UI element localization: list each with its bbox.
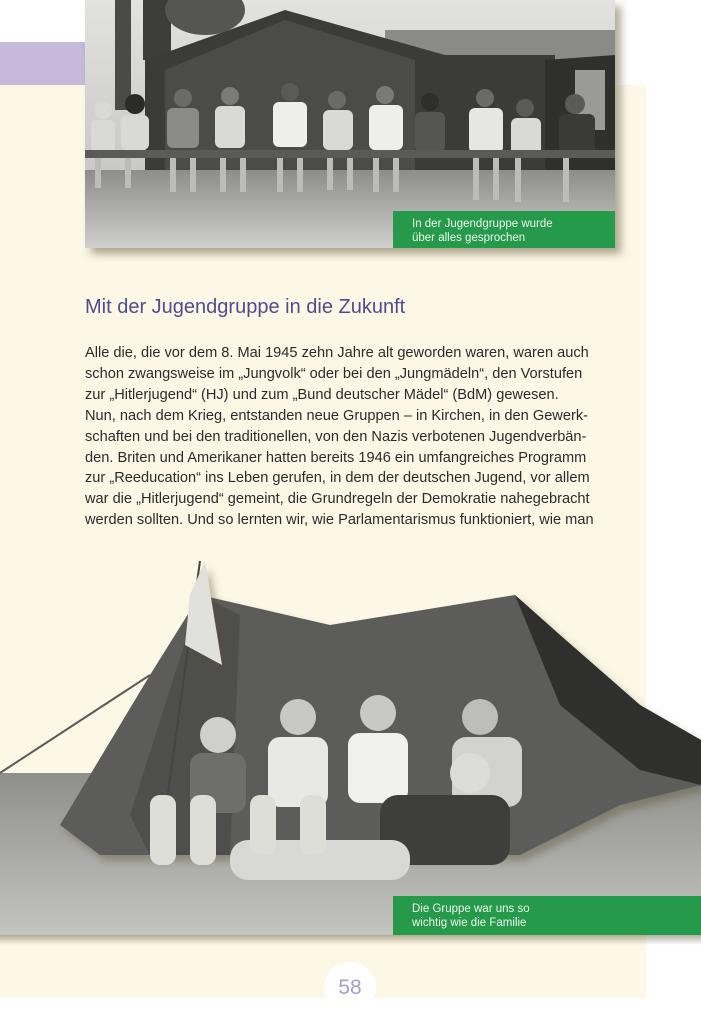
photo-youth-group-meeting <box>85 0 615 248</box>
article-line: werden sollten. Und so lernten wir, wie Parlamentarismus funktioniert, wie man <box>85 512 594 529</box>
photo-caption-bottom-line-1: Die Gruppe war uns so <box>412 903 530 915</box>
photo-caption-top <box>393 211 615 248</box>
article-line: schaften und bei den traditionellen, von den Nazis verbotenen Jugendverbän- <box>85 428 587 445</box>
article-line: zur „Reeducation“ ins Leben gerufen, in dem der deutschen Jugend, vor allem <box>85 470 590 487</box>
page-number-badge <box>324 962 376 1014</box>
photo-caption-top-line-2: über alles gesprochen <box>412 232 526 244</box>
article-heading: Mit der Jugendgruppe in die Zukunft <box>85 296 406 318</box>
photo-caption-bottom-line-2: wichtig wie die Familie <box>412 917 527 929</box>
page-number: 58 <box>338 976 362 999</box>
article-line: zur „Hitlerjugend“ (HJ) und zum „Bund deutscher Mädel“ (BdM) gewesen. <box>85 386 559 403</box>
article-line: Nun, nach dem Krieg, entstanden neue Gruppen – in Kirchen, in den Gewerk- <box>85 407 588 424</box>
photo-boys-at-tent <box>0 555 701 935</box>
article-line: den. Briten und Amerikaner hatten bereits 1946 ein umfangreiches Programm <box>85 449 587 466</box>
article-body <box>85 343 620 531</box>
article-line: Alle die, die vor dem 8. Mai 1945 zehn Jahre alt geworden waren, waren auch <box>85 345 589 361</box>
photo-caption-top-line-1: In der Jugendgruppe wurde <box>412 218 553 230</box>
photo-caption-bottom <box>393 896 701 935</box>
article-line: schon zwangsweise im „Jungvolk“ oder bei den „Jungmädeln“, den Vorstufen <box>85 365 583 382</box>
photo-boys-at-tent-image <box>0 555 701 935</box>
photo-bottom-shadow <box>0 935 701 945</box>
lavender-accent-band <box>0 42 85 85</box>
article-line: war die „Hitlerjugend“ gemeint, die Grundregeln der Demokratie nahegebracht <box>85 491 590 508</box>
